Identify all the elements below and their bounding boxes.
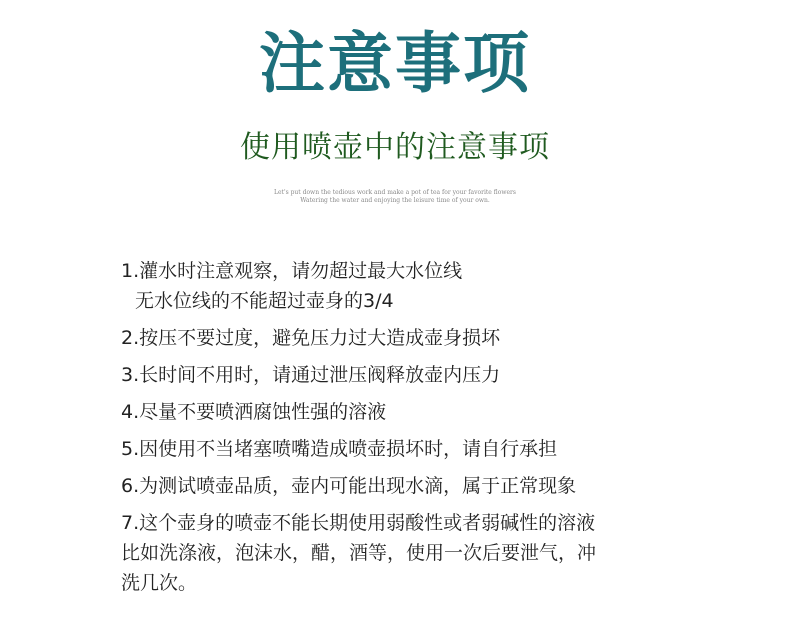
page-title: 注意事项 <box>259 25 531 102</box>
note-item-7-line-1: 7.这个壶身的喷壶不能长期使用弱酸性或者弱碱性的溶液 <box>121 512 596 534</box>
page-subtitle: 使用喷壶中的注意事项 <box>240 130 550 165</box>
note-item-3: 3.长时间不用时，请通过泄压阀释放壶内压力 <box>121 364 501 386</box>
tagline <box>0 189 790 205</box>
tagline-line-1: Let's put down the tedious work and make a pot of tea for your favorite flowers <box>274 189 516 196</box>
note-item-7-line-2: 比如洗涤液，泡沫水，醋，酒等，使用一次后要泄气，冲 <box>121 542 597 564</box>
note-item-2: 2.按压不要过度，避免压力过大造成壶身损坏 <box>121 327 501 349</box>
tagline-line-2: Watering the water and enjoying the leisure time of your own. <box>300 197 490 204</box>
note-item-5: 5.因使用不当堵塞喷嘴造成喷壶损坏时，请自行承担 <box>121 438 558 460</box>
note-item-1-line-2: 无水位线的不能超过壶身的3/4 <box>135 290 394 312</box>
notes-list <box>121 255 681 597</box>
note-item-7-line-3: 洗几次。 <box>121 572 198 594</box>
note-item-1-line-1: 1.灌水时注意观察，请勿超过最大水位线 <box>121 260 463 282</box>
note-item-4: 4.尽量不要喷洒腐蚀性强的溶液 <box>121 401 387 423</box>
note-item-6: 6.为测试喷壶品质，壶内可能出现水滴，属于正常现象 <box>121 475 577 497</box>
